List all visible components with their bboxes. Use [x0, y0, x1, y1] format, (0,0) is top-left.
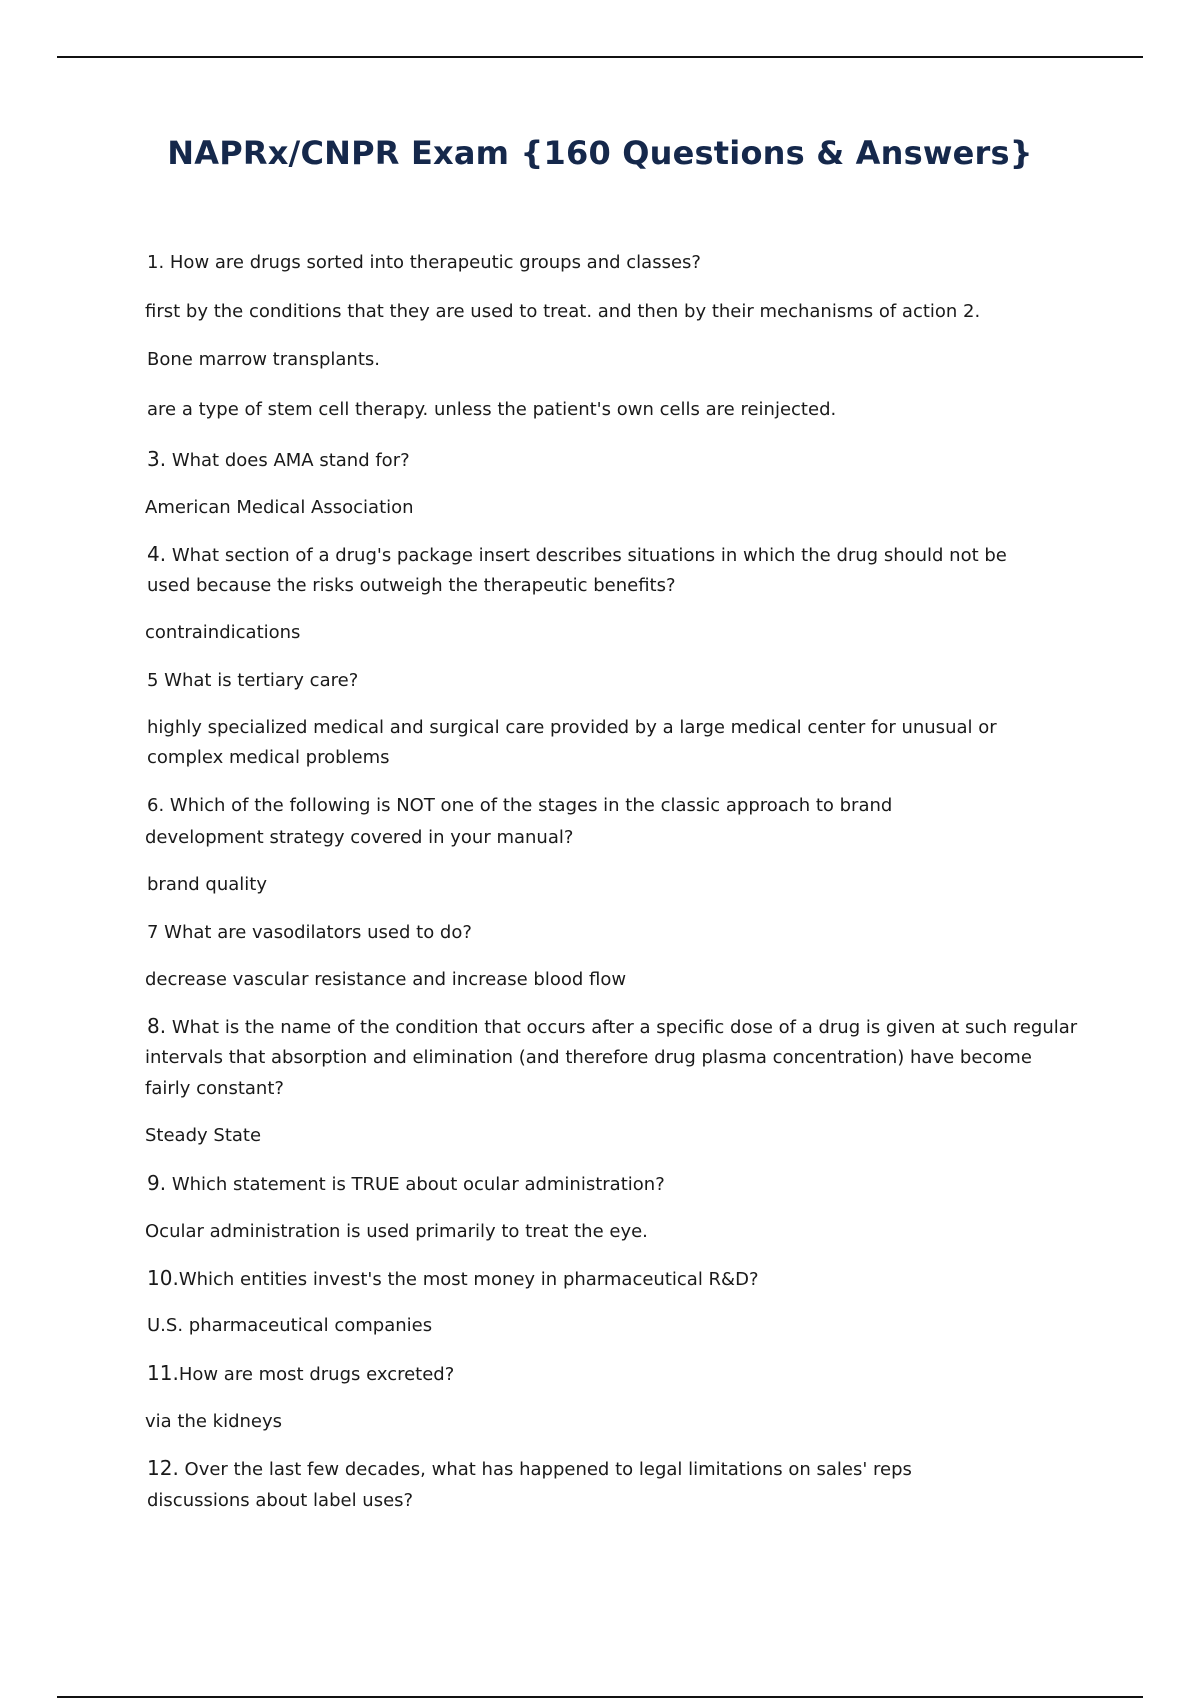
line-text: Which entities invest's the most money in pharmaceutical R&D? — [178, 1269, 759, 1290]
line-text: 6. Which of the following is NOT one of the stages in the classic approach to brand — [147, 795, 893, 816]
answer-9 — [145, 1220, 648, 1244]
answer-4 — [145, 621, 300, 645]
question-4-cont — [147, 574, 676, 598]
question-8-cont-2 — [145, 1077, 284, 1101]
line-text: used because the risks outweigh the therapeutic benefits? — [147, 575, 676, 596]
answer-7 — [145, 968, 626, 992]
line-text: contraindications — [145, 622, 301, 643]
line-text: decrease vascular resistance and increase blood flow — [145, 969, 627, 990]
line-text: are a type of stem cell therapy. unless the patient's own cells are reinjected. — [147, 399, 837, 420]
answer-2 — [147, 398, 836, 422]
line-text: brand quality — [147, 874, 267, 895]
question-8-cont — [145, 1046, 1032, 1070]
line-text: 1. How are drugs sorted into therapeutic groups and classes? — [147, 252, 701, 273]
question-number: 9. — [147, 1171, 167, 1195]
line-text: American Medical Association — [145, 497, 414, 518]
answer-3 — [145, 496, 414, 520]
line-text: Which statement is TRUE about ocular administration? — [166, 1174, 665, 1195]
line-text: What section of a drug's package insert describes situations in which the drug should not be — [166, 545, 1007, 566]
question-number: 4. — [147, 542, 167, 566]
question-11 — [147, 1361, 454, 1387]
question-1 — [147, 251, 701, 275]
line-text: Ocular administration is used primarily to treat the eye. — [145, 1221, 648, 1242]
answer-6 — [147, 873, 267, 897]
line-text: via the kidneys — [145, 1411, 283, 1432]
line-text: How are most drugs excreted? — [178, 1364, 455, 1385]
question-9 — [147, 1171, 665, 1197]
question-2 — [147, 348, 380, 372]
line-text: intervals that absorption and elimination (and therefore drug plasma concentration) have become — [145, 1047, 1032, 1068]
answer-1 — [145, 300, 980, 324]
line-text: What is the name of the condition that occurs after a specific dose of a drug is given at such regular — [166, 1017, 1078, 1038]
question-6 — [147, 794, 892, 818]
question-8 — [147, 1014, 1077, 1040]
line-text: complex medical problems — [147, 747, 390, 768]
question-number: 3. — [147, 447, 167, 471]
line-text: fairly constant? — [145, 1078, 284, 1099]
line-text: Steady State — [145, 1125, 262, 1146]
question-number: 8. — [147, 1014, 167, 1038]
line-text: Bone marrow transplants. — [147, 349, 380, 370]
answer-11 — [145, 1410, 282, 1434]
question-3 — [147, 447, 410, 473]
line-text: U.S. pharmaceutical companies — [147, 1315, 433, 1336]
question-number: 10. — [147, 1266, 179, 1290]
answer-10 — [147, 1314, 432, 1338]
line-text: 7 What are vasodilators used to do? — [147, 922, 472, 943]
header-rule — [57, 56, 1143, 58]
line-text: discussions about label uses? — [147, 1490, 414, 1511]
question-6-cont — [145, 826, 573, 850]
line-text: 5 What is tertiary care? — [147, 670, 359, 691]
question-4 — [147, 542, 1007, 568]
question-number: 12. — [147, 1456, 179, 1480]
question-10 — [147, 1266, 759, 1292]
footer-rule — [57, 1696, 1143, 1698]
answer-5 — [147, 716, 997, 740]
question-12-cont — [147, 1489, 413, 1513]
line-text: development strategy covered in your manual? — [145, 827, 574, 848]
answer-5-cont — [147, 746, 390, 770]
line-text: What does AMA stand for? — [166, 450, 410, 471]
question-5 — [147, 669, 358, 693]
line-text: Over the last few decades, what has happened to legal limitations on sales' reps — [178, 1459, 912, 1480]
line-text: highly specialized medical and surgical care provided by a large medical center for unusual or — [147, 717, 997, 738]
question-7 — [147, 921, 472, 945]
document-title: NAPRx/CNPR Exam {160 Questions & Answers} — [167, 134, 1033, 172]
line-text: first by the conditions that they are used to treat. and then by their mechanisms of action 2. — [145, 301, 981, 322]
question-number: 11. — [147, 1361, 179, 1385]
question-12 — [147, 1456, 912, 1482]
answer-8 — [145, 1124, 261, 1148]
